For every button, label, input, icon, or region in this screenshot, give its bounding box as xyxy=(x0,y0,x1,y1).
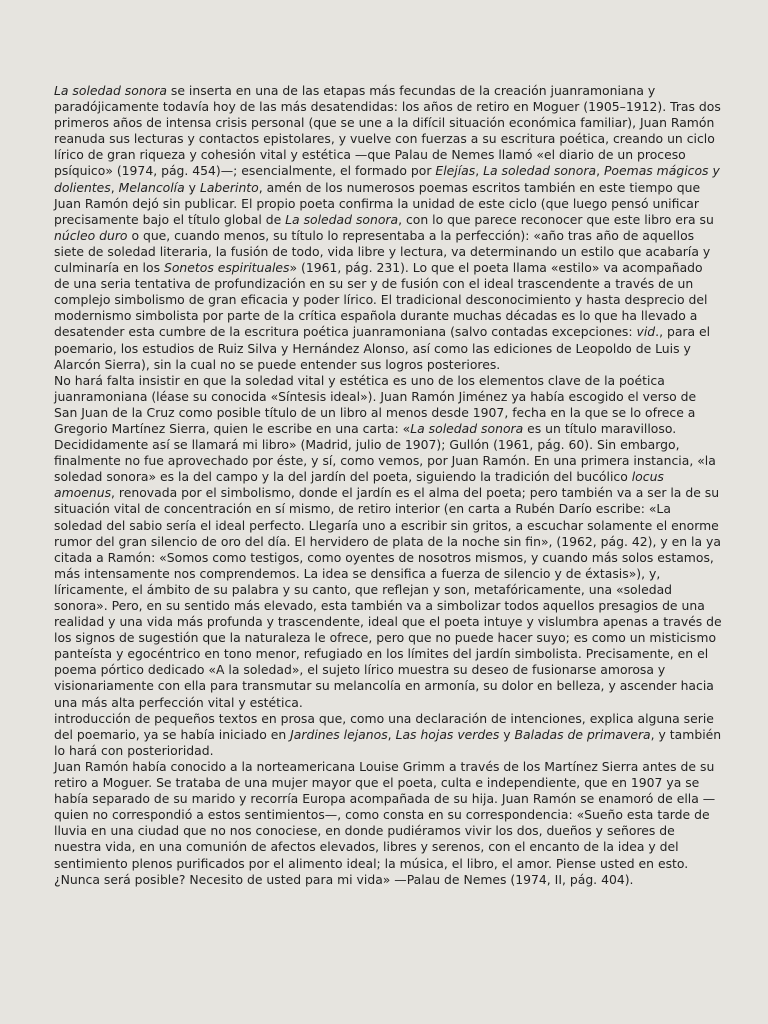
paragraph-1 xyxy=(54,83,722,373)
text-run: , amén de los numerosos poemas escritos también en este tiempo que Juan Ramón dejó sin publicar. El propio poeta confirma la unidad de este ciclo (que luego pensó unificar precisamente bajo el título global de xyxy=(54,179,701,227)
text-run: se inserta en una de las etapas más fecundas de la creación juanramoniana y paradójicamente todavía hoy de las más desatendidas: los años de retiro en Moguer (1905–1912). Tras dos primeros años de intensa crisis personal (que se une a la difícil situación económica familiar), Juan Ramón reanuda sus lecturas y contactos epistolares, y vuelve con fuerzas a su escritura poética, creando un ciclo lírico de gran riqueza y cohesión vital y estética —que Palau de Nemes llamó «el diario de un proceso psíquico» (1974, pág. 454)—; esencialmente, el formado por xyxy=(54,83,721,179)
italic-title-run: núcleo duro xyxy=(54,227,128,243)
italic-title-run: vid xyxy=(636,324,656,340)
text-run: , y también lo hará con posterioridad. xyxy=(54,726,722,758)
italic-title-run: Las hojas verdes xyxy=(395,726,500,742)
italic-title-run: La soledad sonora xyxy=(483,163,597,179)
italic-title-run: Baladas de primavera xyxy=(514,726,651,742)
text-run: , xyxy=(387,726,396,742)
text-run: y xyxy=(499,726,515,742)
italic-title-run: La soledad sonora xyxy=(410,420,524,436)
italic-title-run: Poemas mágicos y dolientes xyxy=(54,163,720,195)
italic-title-run: Melancolía xyxy=(118,179,185,195)
italic-title-run: Laberinto xyxy=(199,179,259,195)
paragraph-3 xyxy=(54,711,722,759)
italic-title-run: Jardines lejanos xyxy=(290,726,388,742)
italic-title-run: La soledad sonora xyxy=(54,83,167,98)
text-run: es un título maravilloso. Decididamente así se llamará mi libro» (Madrid, julio de 1907); Gullón (1961, pág. 60). Sin embargo, finalmente no fue aprovechado por éste, y sí, como vemos, por Juan Ramón. En una primera instancia, «la soledad sonora» es la del campo y la del jardín del poeta, siguiendo la tradición del bucólico xyxy=(54,420,716,485)
text-run: , xyxy=(596,163,604,179)
paragraph-4 xyxy=(54,759,722,888)
text-run: , con lo que parece reconocer que este libro era su xyxy=(398,211,714,227)
text-run: ., para el poemario, los estudios de Ruiz Silva y Hernández Alonso, así como las ediciones de Leopoldo de Luis y Alarcón Sierra), sin la cual no se puede entender sus logros posteriores. xyxy=(54,324,711,372)
document-body xyxy=(54,83,722,888)
text-run: introducción de pequeños textos en prosa que, como una declaración de intenciones, explica alguna serie del poemario, ya se había iniciado en xyxy=(54,710,714,742)
text-run: , xyxy=(110,179,119,195)
text-run: » (1961, pág. 231). Lo que el poeta llama «estilo» va acompañado de una seria tentativa de profundización en su ser y de fusión con el ideal trascendente a través de un complejo simbolismo de gran eficacia y poder lírico. El tradicional desconocimiento y hasta desprecio del modernismo simbolista por parte de la crítica española durante muchas décadas es lo que ha llevado a desatender esta cumbre de la escritura poética juanramoniana (salvo contadas excepciones: xyxy=(54,260,708,340)
italic-title-run: Elejías xyxy=(435,163,476,179)
text-run: , renovada por el simbolismo, donde el jardín es el alma del poeta; pero también va a ser la de su situación vital de concentración en sí mismo, de retiro interior (en carta a Rubén Darío escribe: «La soledad del sabio sería el ideal perfecto. Llegaría uno a escribir sin gritos, a escuchar solamente el enorme rumor del gran silencio de oro del día. El hervidero de plata de la noche sin fin», (1962, pág. 42), y en la ya citada a Ramón: «Somos como testigos, como oyentes de nosotros mismos, y cuando más solos estamos, más intensamente nos comprendemos. La idea se densifica a fuerza de silencio y de éxtasis»), y, líricamente, el ámbito de su palabra y su canto, que reflejan y son, metafóricamente, una «soledad sonora». Pero, en su sentido más elevado, esta también va a simbolizar todos aquellos presagios de una realidad y una vida más profunda y trascendente, ideal que el poeta intuye y vislumbra apenas a través de los signos de sugestión que la naturaleza le ofrece, pero que no puede hacer suyo; es como un misticismo panteísta y egocéntrico en tono menor, refugiado en los límites del jardín simbolista. Precisamente, en el poema pórtico dedicado «A la soledad», el sujeto lírico muestra su deseo de fusionarse amorosa y visionariamente con ella para transmutar su melancolía en armonía, su dolor en belleza, y ascender hacia una más alta perfección vital y estética. xyxy=(54,485,722,710)
italic-title-run: locus amoenus xyxy=(54,469,664,501)
text-run: o que, cuando menos, su título lo representaba a la perfección): «año tras año de aquellos siete de soledad literaria, la fusión de todo, vida libre y lectura, va determinando un estilo que acabaría y culminaría en los xyxy=(54,227,711,276)
text-run: , xyxy=(475,163,484,179)
italic-title-run: La soledad sonora xyxy=(285,211,399,227)
text-run: No hará falta insistir en que la soledad vital y estética es uno de los elementos clave de la poética juanramoniana (léase su conocida «Síntesis ideal»). Juan Ramón Jiménez ya había escogido el verso de San Juan de la Cruz como posible título de un libro al menos desde 1907, fecha en la que se lo ofrece a Gregorio Martínez Sierra, quien le escribe en una carta: « xyxy=(54,372,697,436)
paragraph-2 xyxy=(54,373,722,711)
italic-title-run: Sonetos espirituales xyxy=(163,260,290,276)
text-run: Juan Ramón había conocido a la norteamericana Louise Grimm a través de los Martínez Sierra antes de su retiro a Moguer. Se trataba de una mujer mayor que el poeta, culta e independiente, que en 1907 ya se había separado de su marido y recorría Europa acompañada de su hija. Juan Ramón se enamoró de ella —quien no correspondió a estos sentimientos—, como consta en su correspondencia: «Sueño esta tarde de lluvia en una ciudad que no nos conociese, en donde pudiéramos vivir los dos, dueños y señores de nuestra vida, en una comunión de afectos elevados, libres y serenos, con el encanto de la idea y del sentimiento plenos purificados por el alimento ideal; la música, el libro, el amor. Piense usted en esto. ¿Nunca será posible? Necesito de usted para mi vida» —Palau de Nemes (1974, II, pág. 404). xyxy=(54,758,716,887)
text-run: y xyxy=(184,179,200,195)
